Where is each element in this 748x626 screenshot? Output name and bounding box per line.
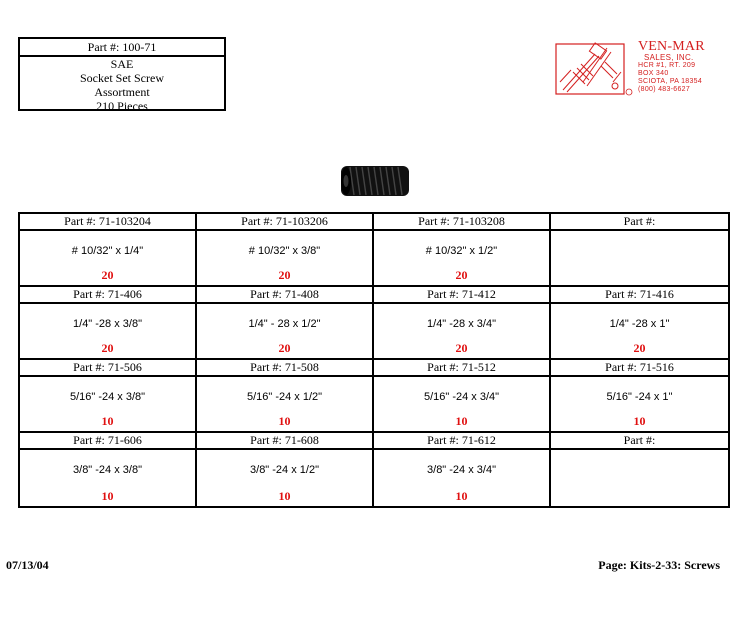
quantity: 10: [455, 414, 468, 428]
part-cell: [20, 287, 197, 360]
part-number-label: Part #: 71-103204: [20, 214, 195, 231]
company-info: [638, 40, 705, 94]
screw-size: 1/4" -28 x 3/4": [427, 318, 496, 330]
screw-size: 5/16" -24 x 1/2": [246, 391, 323, 403]
screw-size: 5/16" -24 x 3/4": [423, 391, 500, 403]
quantity: 10: [278, 489, 291, 503]
screw-size: 5/16" -24 x 3/8": [69, 391, 146, 403]
parts-grid: [18, 212, 730, 508]
print-date: 07/13/04: [6, 558, 49, 572]
screw-size: # 10/32" x 1/4": [71, 245, 144, 257]
quantity: 20: [455, 268, 468, 282]
quantity: 10: [633, 414, 646, 428]
kit-type: Assortment: [94, 85, 150, 99]
company-logo: [555, 39, 735, 98]
part-number-label: Part #:: [551, 214, 728, 231]
part-number-label: Part #: 71-608: [197, 433, 372, 450]
kit-piece-count: 210 Pieces: [96, 99, 148, 113]
quantity: 20: [278, 268, 291, 282]
company-address-2: BOX 340: [638, 70, 669, 77]
page-reference: Page: Kits-2-33: Screws: [598, 558, 720, 572]
part-number-label: Part #: 71-103208: [374, 214, 549, 231]
quantity: 10: [278, 414, 291, 428]
screw-size: 1/4" -28 x 3/8": [73, 318, 142, 330]
quantity: 20: [633, 341, 646, 355]
part-number-label: Part #: 71-506: [20, 360, 195, 377]
part-number-label: Part #: 71-606: [20, 433, 195, 450]
bolt-logo-icon: [555, 42, 635, 98]
part-cell: [551, 433, 728, 506]
company-name: VEN-MAR: [638, 39, 705, 54]
part-number-label: Part #: 71-412: [374, 287, 549, 304]
screw-size: 1/4" -28 x 1": [609, 318, 670, 330]
part-cell: [197, 360, 374, 433]
quantity: 10: [101, 489, 114, 503]
part-cell: [374, 433, 551, 506]
quantity: 20: [101, 268, 114, 282]
part-number-label: Part #:: [551, 433, 728, 450]
part-cell: [374, 360, 551, 433]
kit-standard: SAE: [110, 57, 134, 71]
quantity: 10: [455, 489, 468, 503]
part-cell: [374, 214, 551, 287]
company-phone: (800) 483-6627: [638, 86, 691, 93]
part-number-label: Part #: 71-512: [374, 360, 549, 377]
screw-size: 3/8" -24 x 1/2": [250, 464, 319, 476]
company-address-3: SCIOTA, PA 18354: [638, 78, 703, 85]
company-sub: SALES, INC.: [644, 53, 694, 62]
screw-size: 1/4" - 28 x 1/2": [248, 318, 321, 330]
part-cell: [551, 360, 728, 433]
part-number-label: Part #: 71-103206: [197, 214, 372, 231]
quantity: 10: [101, 414, 114, 428]
set-screw-image: [340, 164, 410, 198]
kit-part-number: Part #: 100-71: [20, 39, 224, 57]
screw-size: # 10/32" x 1/2": [425, 245, 498, 257]
screw-size: 3/8" -24 x 3/8": [73, 464, 142, 476]
part-number-label: Part #: 71-408: [197, 287, 372, 304]
part-cell: [20, 433, 197, 506]
kit-header-box: [18, 37, 226, 111]
company-address-1: HCR #1, RT. 209: [638, 62, 696, 69]
screw-size: # 10/32" x 3/8": [248, 245, 321, 257]
part-cell: [197, 433, 374, 506]
part-number-label: Part #: 71-416: [551, 287, 728, 304]
part-number-label: Part #: 71-612: [374, 433, 549, 450]
part-cell: [551, 214, 728, 287]
quantity: 20: [455, 341, 468, 355]
part-cell: [551, 287, 728, 360]
part-cell: [197, 214, 374, 287]
part-cell: [20, 214, 197, 287]
screw-size: 3/8" -24 x 3/4": [427, 464, 496, 476]
kit-description: Socket Set Screw: [80, 71, 164, 85]
quantity: 20: [101, 341, 114, 355]
part-cell: [374, 287, 551, 360]
quantity: 20: [278, 341, 291, 355]
screw-size: 5/16" -24 x 1": [606, 391, 673, 403]
part-number-label: Part #: 71-406: [20, 287, 195, 304]
part-cell: [197, 287, 374, 360]
part-cell: [20, 360, 197, 433]
part-number-label: Part #: 71-516: [551, 360, 728, 377]
part-number-label: Part #: 71-508: [197, 360, 372, 377]
